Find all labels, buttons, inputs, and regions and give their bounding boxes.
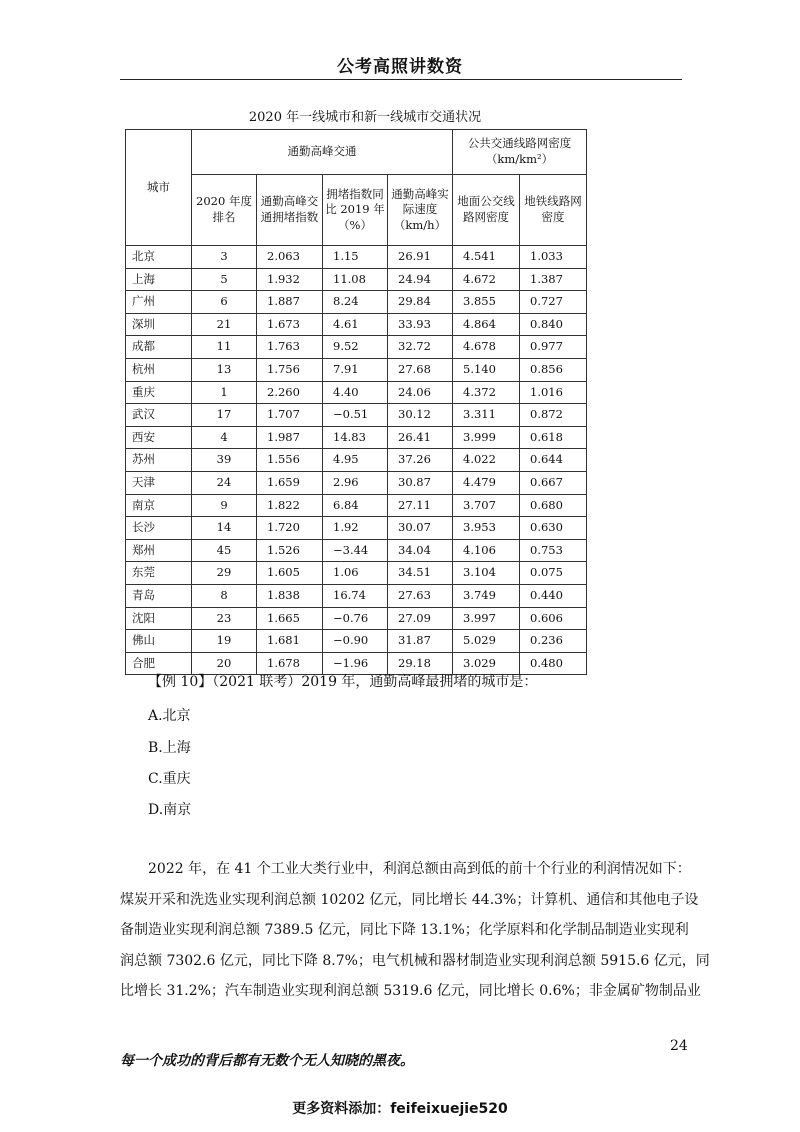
cell-bus: 4.372 [453,381,520,404]
cell-yoy: −0.90 [323,630,388,653]
cell-speed: 37.26 [388,449,453,472]
table-caption: 2020 年一线城市和新一线城市交通状况 [248,110,482,125]
cell-rank: 29 [192,562,257,585]
traffic-table [125,129,587,675]
cell-index: 1.987 [257,426,323,449]
option-c: C.重庆 [148,771,191,787]
cell-yoy: 9.52 [323,336,388,359]
cell-bus: 3.953 [453,517,520,540]
header-index: 通勤高峰交通拥堵指数 [257,175,323,246]
table-row [126,471,587,494]
cell-rank: 5 [192,268,257,291]
cell-yoy: 2.96 [323,471,388,494]
cell-rank: 21 [192,313,257,336]
cell-rank: 14 [192,517,257,540]
cell-metro: 0.977 [520,336,587,359]
cell-index: 1.707 [257,404,323,427]
cell-metro: 0.856 [520,358,587,381]
table-row [126,404,587,427]
option-a: A.北京 [148,708,191,724]
cell-yoy: 11.08 [323,268,388,291]
table-row [126,426,587,449]
table-row [126,268,587,291]
table-row [126,630,587,653]
cell-rank: 24 [192,471,257,494]
cell-yoy: −1.96 [323,652,388,675]
cell-bus: 3.104 [453,562,520,585]
cell-city: 重庆 [126,381,192,404]
cell-yoy: 4.95 [323,449,388,472]
cell-index: 1.763 [257,336,323,359]
paragraph-line: 2022 年，在 41 个工业大类行业中，利润总额由高到低的前十个行业的利润情况如下： [148,861,691,877]
table-row [126,517,587,540]
cell-index: 1.526 [257,539,323,562]
cell-speed: 30.07 [388,517,453,540]
cell-metro: 0.618 [520,426,587,449]
cell-city: 西安 [126,426,192,449]
cell-index: 1.556 [257,449,323,472]
paragraph-line: 润总额 7302.6 亿元，同比下降 8.7%；电气机械和器材制造业实现利润总额 5915.6 亿元，同 [120,952,710,969]
header-city: 城市 [126,130,192,246]
cell-bus: 4.541 [453,246,520,269]
cell-bus: 5.029 [453,630,520,653]
table-body [126,246,587,675]
cell-rank: 1 [192,381,257,404]
cell-bus: 4.479 [453,471,520,494]
cell-metro: 0.840 [520,313,587,336]
header-group-density: 公共交通线路网密度（km/km²） [453,130,587,175]
cell-yoy: 1.06 [323,562,388,585]
cell-city: 深圳 [126,313,192,336]
footer-contact-note: 更多资料添加：feifeixuejie520 [292,1101,508,1117]
cell-speed: 34.51 [388,562,453,585]
cell-rank: 13 [192,358,257,381]
cell-city: 广州 [126,291,192,314]
paragraph-line: 备制造业实现利润总额 7389.5 亿元，同比下降 13.1%；化学原料和化学制品制造业实现利 [120,922,689,938]
cell-city: 武汉 [126,404,192,427]
cell-index: 1.678 [257,652,323,675]
cell-metro: 0.606 [520,607,587,630]
cell-speed: 24.06 [388,381,453,404]
table-row [126,291,587,314]
cell-metro: 1.033 [520,246,587,269]
cell-city: 东莞 [126,562,192,585]
cell-metro: 0.075 [520,562,587,585]
cell-yoy: 4.61 [323,313,388,336]
cell-index: 1.673 [257,313,323,336]
cell-speed: 26.41 [388,426,453,449]
table-row [126,584,587,607]
cell-rank: 6 [192,291,257,314]
cell-metro: 0.872 [520,404,587,427]
cell-metro: 0.753 [520,539,587,562]
header-yoy: 拥堵指数同比 2019 年（%） [323,175,388,246]
paragraph-line: 比增长 31.2%；汽车制造业实现利润总额 5319.6 亿元，同比增长 0.6%；非金属矿物制品业 [120,983,701,999]
cell-city: 北京 [126,246,192,269]
cell-rank: 19 [192,630,257,653]
header-rank: 2020 年度排名 [192,175,257,246]
cell-speed: 27.68 [388,358,453,381]
cell-rank: 23 [192,607,257,630]
cell-index: 1.932 [257,268,323,291]
cell-index: 1.659 [257,471,323,494]
table-row [126,607,587,630]
footer-motto: 每一个成功的背后都有无数个无人知晓的黑夜。 [120,1053,414,1069]
page-number: 24 [670,1038,688,1054]
cell-bus: 3.749 [453,584,520,607]
cell-city: 郑州 [126,539,192,562]
cell-rank: 17 [192,404,257,427]
cell-speed: 30.12 [388,404,453,427]
cell-index: 1.681 [257,630,323,653]
header-speed: 通勤高峰实际速度（km/h） [388,175,453,246]
page-header-title: 公考高照讲数资 [337,57,463,77]
body-paragraph [120,854,710,1007]
cell-rank: 20 [192,652,257,675]
cell-city: 苏州 [126,449,192,472]
table-row [126,449,587,472]
cell-yoy: −0.51 [323,404,388,427]
header-divider [120,79,682,80]
question-text: 【例 10】（2021 联考）2019 年，通勤高峰最拥堵的城市是： [148,674,538,690]
cell-index: 1.756 [257,358,323,381]
cell-metro: 0.440 [520,584,587,607]
table-row [126,562,587,585]
cell-city: 长沙 [126,517,192,540]
cell-metro: 1.387 [520,268,587,291]
cell-metro: 0.727 [520,291,587,314]
cell-index: 1.605 [257,562,323,585]
cell-bus: 3.707 [453,494,520,517]
cell-rank: 11 [192,336,257,359]
cell-rank: 8 [192,584,257,607]
cell-speed: 29.18 [388,652,453,675]
cell-yoy: 6.84 [323,494,388,517]
cell-speed: 26.91 [388,246,453,269]
cell-yoy: 16.74 [323,584,388,607]
cell-bus: 4.672 [453,268,520,291]
cell-speed: 33.93 [388,313,453,336]
cell-metro: 0.644 [520,449,587,472]
cell-bus: 5.140 [453,358,520,381]
cell-metro: 1.016 [520,381,587,404]
cell-bus: 3.999 [453,426,520,449]
cell-index: 1.720 [257,517,323,540]
cell-bus: 4.864 [453,313,520,336]
cell-bus: 4.678 [453,336,520,359]
cell-city: 合肥 [126,652,192,675]
cell-city: 天津 [126,471,192,494]
cell-rank: 39 [192,449,257,472]
cell-speed: 27.63 [388,584,453,607]
cell-yoy: 1.92 [323,517,388,540]
cell-rank: 4 [192,426,257,449]
cell-city: 佛山 [126,630,192,653]
cell-metro: 0.630 [520,517,587,540]
cell-index: 2.063 [257,246,323,269]
table-row [126,381,587,404]
cell-yoy: −0.76 [323,607,388,630]
cell-speed: 31.87 [388,630,453,653]
cell-yoy: 7.91 [323,358,388,381]
cell-metro: 0.480 [520,652,587,675]
cell-bus: 3.855 [453,291,520,314]
header-bus-density: 地面公交线路网密度 [453,175,520,246]
cell-yoy: −3.44 [323,539,388,562]
cell-speed: 29.84 [388,291,453,314]
cell-bus: 3.029 [453,652,520,675]
cell-index: 1.822 [257,494,323,517]
cell-speed: 34.04 [388,539,453,562]
option-b: B.上海 [148,740,191,756]
cell-rank: 9 [192,494,257,517]
table-row [126,313,587,336]
cell-index: 1.838 [257,584,323,607]
cell-speed: 27.09 [388,607,453,630]
header-metro-density: 地铁线路网密度 [520,175,587,246]
cell-city: 沈阳 [126,607,192,630]
cell-metro: 0.667 [520,471,587,494]
cell-city: 杭州 [126,358,192,381]
cell-city: 成都 [126,336,192,359]
cell-city: 上海 [126,268,192,291]
cell-speed: 32.72 [388,336,453,359]
cell-yoy: 14.83 [323,426,388,449]
cell-index: 1.887 [257,291,323,314]
cell-speed: 30.87 [388,471,453,494]
paragraph-line: 煤炭开采和洗选业实现利润总额 10202 亿元，同比增长 44.3%；计算机、通信和其他电子设 [120,891,699,908]
cell-bus: 4.106 [453,539,520,562]
option-d: D.南京 [148,802,192,818]
cell-speed: 27.11 [388,494,453,517]
table-row [126,246,587,269]
cell-metro: 0.236 [520,630,587,653]
cell-yoy: 4.40 [323,381,388,404]
cell-rank: 45 [192,539,257,562]
header-group-commute: 通勤高峰交通 [192,130,453,175]
cell-yoy: 1.15 [323,246,388,269]
table-row [126,494,587,517]
cell-bus: 3.311 [453,404,520,427]
cell-bus: 3.997 [453,607,520,630]
table-row [126,539,587,562]
cell-speed: 24.94 [388,268,453,291]
table-row [126,358,587,381]
cell-index: 2.260 [257,381,323,404]
table-row [126,336,587,359]
cell-bus: 4.022 [453,449,520,472]
cell-city: 南京 [126,494,192,517]
cell-metro: 0.680 [520,494,587,517]
cell-city: 青岛 [126,584,192,607]
cell-yoy: 8.24 [323,291,388,314]
cell-rank: 3 [192,246,257,269]
cell-index: 1.665 [257,607,323,630]
